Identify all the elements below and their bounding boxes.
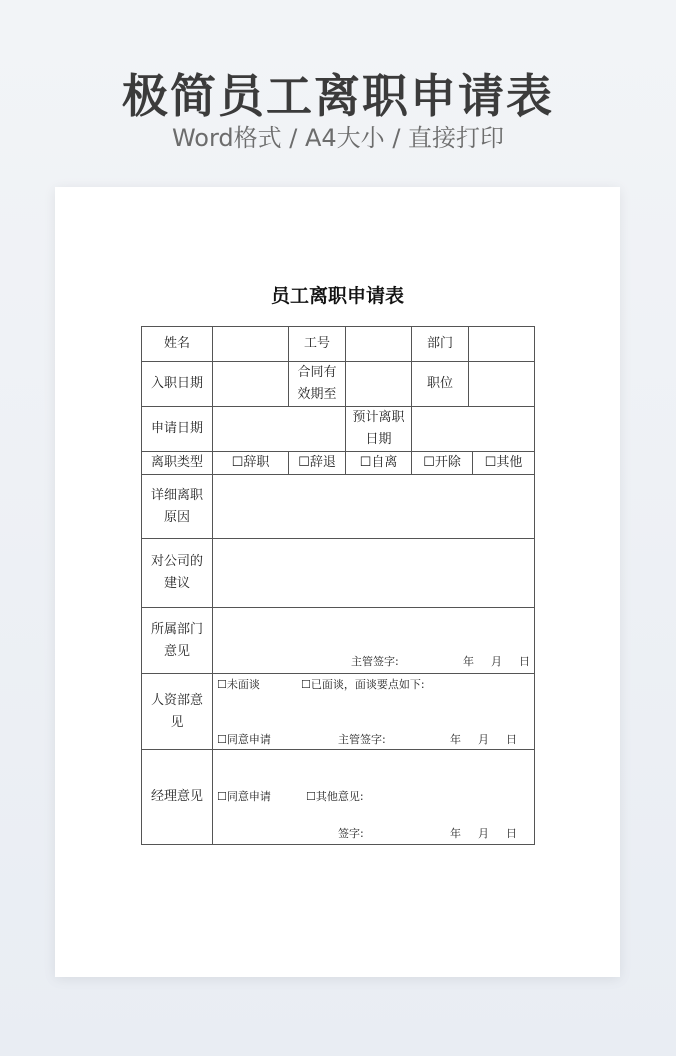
option-resign[interactable]: ☐辞职 xyxy=(213,452,289,475)
form-row-manager-opinion xyxy=(142,750,535,845)
hr-opinion-label-line2: 见 xyxy=(170,714,184,730)
leave-type-label: 离职类型 xyxy=(142,452,213,475)
manager-sign-year: 年 xyxy=(450,827,461,840)
document-page xyxy=(55,187,620,977)
department-field[interactable] xyxy=(469,327,535,362)
banner-title: 极简员工离职申请表 xyxy=(122,69,554,123)
name-label: 姓名 xyxy=(142,327,213,362)
contract-expiry-label xyxy=(289,362,346,407)
department-label: 部门 xyxy=(412,327,469,362)
hr-opinion-label xyxy=(142,674,213,750)
hr-supervisor-sign-label: 主管签字: xyxy=(338,733,386,746)
hr-opinion-label-line1: 人资部意 xyxy=(150,692,203,708)
expected-leave-date-field[interactable] xyxy=(412,407,535,452)
suggestion-field[interactable] xyxy=(213,539,535,608)
form-row-hr-opinion xyxy=(142,674,535,750)
dept-sign-year: 年 xyxy=(463,655,474,668)
position-label: 职位 xyxy=(412,362,469,407)
hr-option-agree[interactable]: ☐同意申请 xyxy=(217,733,271,746)
join-date-label: 入职日期 xyxy=(142,362,213,407)
contract-expiry-field[interactable] xyxy=(346,362,412,407)
suggestion-label-line2: 建议 xyxy=(163,576,190,591)
hr-sign-month: 月 xyxy=(478,733,489,746)
hr-option-interviewed[interactable]: ☐已面谈，面谈要点如下: xyxy=(301,678,425,691)
manager-sign-label: 签字: xyxy=(338,827,364,840)
reason-label-line1: 详细离职 xyxy=(150,487,203,503)
manager-opinion-field[interactable] xyxy=(213,750,535,845)
contract-expiry-label-line2: 效期至 xyxy=(297,387,337,402)
manager-sign-month: 月 xyxy=(478,827,489,840)
dept-opinion-label-line2: 意见 xyxy=(163,643,190,659)
form-row-reason xyxy=(142,475,535,539)
reason-label xyxy=(142,475,213,539)
employee-id-field[interactable] xyxy=(346,327,412,362)
option-other[interactable]: ☐其他 xyxy=(473,452,535,475)
suggestion-label xyxy=(142,539,213,608)
hr-sign-day: 日 xyxy=(506,733,517,746)
form-row-suggestion xyxy=(142,539,535,608)
form-row-type xyxy=(142,452,535,475)
dept-opinion-label xyxy=(142,608,213,674)
form-row-dept-opinion xyxy=(142,608,535,674)
apply-date-field[interactable] xyxy=(213,407,346,452)
banner-subtitle: Word格式 / A4大小 / 直接打印 xyxy=(171,124,505,152)
dept-opinion-label-line1: 所属部门 xyxy=(150,621,203,637)
manager-sign-day: 日 xyxy=(506,827,517,840)
manager-option-agree[interactable]: ☐同意申请 xyxy=(217,790,271,803)
resignation-form-table xyxy=(141,326,535,845)
option-self-leave[interactable]: ☐自离 xyxy=(346,452,412,475)
hr-sign-year: 年 xyxy=(450,733,461,746)
form-row-contract xyxy=(142,362,535,407)
hr-option-not-interviewed[interactable]: ☐未面谈 xyxy=(217,678,260,691)
employee-id-label: 工号 xyxy=(289,327,346,362)
suggestion-label-line1: 对公司的 xyxy=(150,554,203,569)
expected-leave-date-label-line2: 日期 xyxy=(365,432,392,447)
dept-supervisor-sign-label: 主管签字: xyxy=(351,655,399,668)
manager-option-other[interactable]: ☐其他意见: xyxy=(306,790,364,803)
name-field[interactable] xyxy=(213,327,289,362)
expected-leave-date-label xyxy=(346,407,412,452)
form-row-basic xyxy=(142,327,535,362)
dept-opinion-field[interactable] xyxy=(213,608,535,674)
join-date-field[interactable] xyxy=(213,362,289,407)
option-fired[interactable]: ☐开除 xyxy=(412,452,473,475)
hr-opinion-field[interactable] xyxy=(213,674,535,750)
dept-sign-day: 日 xyxy=(519,655,530,668)
option-dismissed[interactable]: ☐辞退 xyxy=(289,452,346,475)
dept-sign-month: 月 xyxy=(491,655,502,668)
manager-opinion-label: 经理意见 xyxy=(142,750,213,845)
reason-label-line2: 原因 xyxy=(163,509,190,525)
form-row-dates xyxy=(142,407,535,452)
position-field[interactable] xyxy=(469,362,535,407)
expected-leave-date-label-line1: 预计离职 xyxy=(352,410,405,425)
reason-field[interactable] xyxy=(213,475,535,539)
form-title: 员工离职申请表 xyxy=(270,285,404,307)
contract-expiry-label-line1: 合同有 xyxy=(297,365,337,380)
apply-date-label: 申请日期 xyxy=(142,407,213,452)
